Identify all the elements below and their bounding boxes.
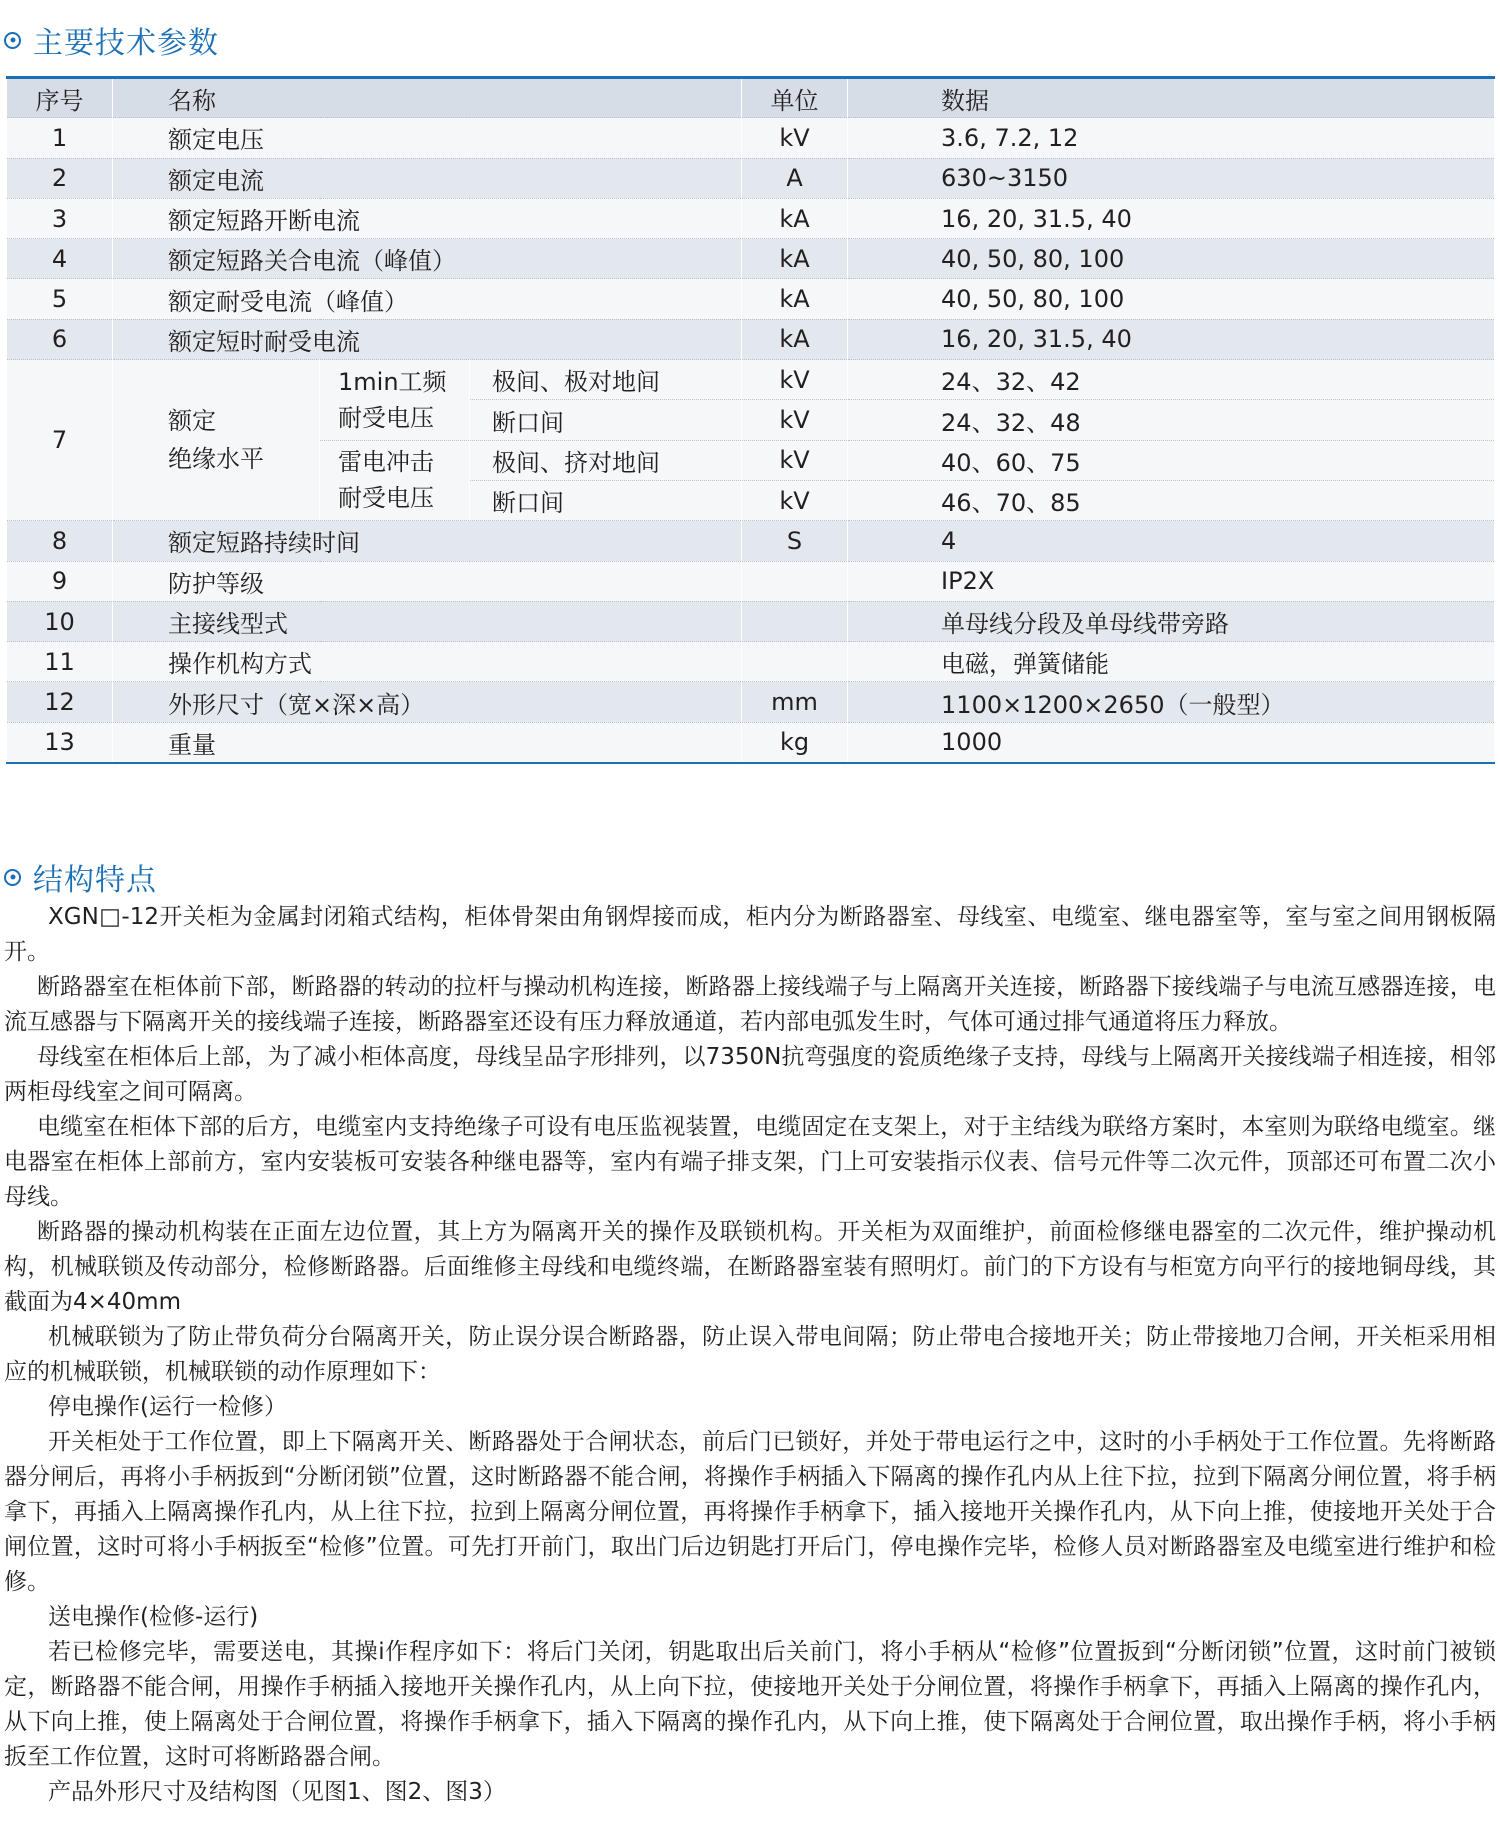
- table-row: [7, 118, 1495, 158]
- paragraph: 断路器的操动机构装在正面左边位置，其上方为隔离开关的操作及联锁机构。开关柜为双面维护，前面检修继电器室的二次元件，维护操动机构，机械联锁及传动部分，检修断路器。后面维修主母线和电缆终端，在断路器室装有照明灯。前门的下方设有与柜宽方向平行的接地铜母线，其截面为4×40mm: [4, 1219, 1496, 1315]
- cell-sub: 断口间: [470, 480, 742, 520]
- cell-no: 11: [7, 642, 113, 682]
- cell-no: 2: [7, 158, 113, 198]
- paragraph: 断路器室在柜体前下部，断路器的转动的拉杆与操动机构连接，断路器上接线端子与上隔离开关连接，断路器下接线端子与电流互感器连接，电流互感器与下隔离开关的接线端子连接，断路器室还设有压力释放通道，若内部电弧发生时，气体可通过排气通道将压力释放。: [4, 974, 1496, 1035]
- cell-unit: kV: [742, 400, 848, 440]
- cell-no: 3: [7, 198, 113, 238]
- section-title-text: 主要技术参数: [33, 26, 219, 61]
- table-row: [7, 279, 1495, 319]
- circle-bullet-icon: [4, 32, 21, 49]
- cell-no: 13: [7, 722, 113, 762]
- cell-unit: kA: [742, 198, 848, 238]
- cell-data: 1100×1200×2650（一般型）: [848, 682, 1495, 722]
- cell-sub: 断口间: [470, 400, 742, 440]
- cell-data: 1000: [848, 722, 1495, 762]
- structure-description: [4, 900, 1496, 1810]
- circle-bullet-icon: [4, 869, 21, 886]
- header-data: 数据: [848, 78, 1495, 118]
- insulation-name-line1: 额定: [168, 407, 216, 436]
- cell-unit: kA: [742, 279, 848, 319]
- cell-name: 额定电压: [113, 118, 742, 158]
- cell-no: 9: [7, 561, 113, 601]
- section-title-text: 结构特点: [33, 863, 157, 898]
- table-row: [7, 158, 1495, 198]
- cell-name: 外形尺寸（宽×深×高）: [113, 682, 742, 722]
- cell-no: 12: [7, 682, 113, 722]
- paragraph: 停电操作(运行一检修）: [48, 1394, 287, 1420]
- group-label-line1: 1min工频: [338, 367, 447, 396]
- table-header-row: [7, 78, 1495, 118]
- group-label-line2: 耐受电压: [338, 484, 434, 513]
- cell-no: 8: [7, 521, 113, 561]
- spec-table: [6, 76, 1495, 764]
- cell-name: 主接线型式: [113, 601, 742, 641]
- table-row: [7, 601, 1495, 641]
- cell-data: 电磁，弹簧储能: [848, 642, 1495, 682]
- cell-name: 重量: [113, 722, 742, 762]
- cell-unit: [742, 642, 848, 682]
- paragraph: 机械联锁为了防止带负荷分台隔离开关，防止误分误合断路器，防止误入带电间隔；防止带电合接地开关；防止带接地刀合闸，开关柜采用相应的机械联锁，机械联锁的动作原理如下：: [4, 1324, 1496, 1385]
- table-row: [7, 521, 1495, 561]
- paragraph: XGN□-12开关柜为金属封闭箱式结构，柜体骨架由角钢焊接而成，柜内分为断路器室、母线室、电缆室、继电器室等，室与室之间用钢板隔开。: [4, 904, 1496, 965]
- paragraph: 产品外形尺寸及结构图（见图1、图2、图3）: [48, 1779, 506, 1805]
- cell-data: 24、32、48: [848, 400, 1495, 440]
- cell-data: 630~3150: [848, 158, 1495, 198]
- cell-name: 额定短路开断电流: [113, 198, 742, 238]
- paragraph: 送电操作(检修-运行): [48, 1604, 259, 1630]
- cell-unit: kV: [742, 118, 848, 158]
- header-no: 序号: [7, 78, 113, 118]
- paragraph: 若已检修完毕，需要送电，其操i作程序如下：将后门关闭，钥匙取出后关前门，将小手柄从“检修”位置扳到“分断闭锁”位置，这时前门被锁定，断路器不能合闸，用操作手柄插入接地开关操作孔内，从上向下拉，使接地开关处于分闸位置，将操作手柄拿下，再插入上隔离的操作孔内，从下向上推，使上隔离处于合闸位置，将操作手柄拿下，插入下隔离的操作孔内，从下向上推，使下隔离处于合闸位置，取出操作手柄，将小手柄扳至工作位置，这时可将断路器合闸。: [4, 1639, 1496, 1770]
- table-row: [7, 561, 1495, 601]
- cell-name: 额定耐受电流（峰值）: [113, 279, 742, 319]
- cell-unit: A: [742, 158, 848, 198]
- cell-data: 40, 50, 80, 100: [848, 279, 1495, 319]
- table-row: [7, 642, 1495, 682]
- cell-name: 操作机构方式: [113, 642, 742, 682]
- cell-no: 10: [7, 601, 113, 641]
- cell-name: 额定短时耐受电流: [113, 319, 742, 359]
- cell-unit: kA: [742, 319, 848, 359]
- table-row: [7, 722, 1495, 762]
- table-row-insulation: [7, 360, 1495, 400]
- insulation-name-cell: [113, 360, 320, 521]
- cell-data: 40、60、75: [848, 440, 1495, 480]
- table-row: [7, 239, 1495, 279]
- cell-data: 40, 50, 80, 100: [848, 239, 1495, 279]
- cell-data: 24、32、42: [848, 360, 1495, 400]
- table-row: [7, 319, 1495, 359]
- cell-no: 1: [7, 118, 113, 158]
- cell-data: IP2X: [848, 561, 1495, 601]
- cell-data: 4: [848, 521, 1495, 561]
- section-title-structure: [4, 855, 157, 899]
- group-label-line1: 雷电冲击: [338, 448, 434, 477]
- cell-data: 3.6, 7.2, 12: [848, 118, 1495, 158]
- paragraph: 母线室在柜体后上部，为了减小柜体高度，母线呈品字形排列，以7350N抗弯强度的瓷质绝缘子支持，母线与上隔离开关接线端子相连接，相邻两柜母线室之间可隔离。: [4, 1044, 1496, 1105]
- cell-no: 4: [7, 239, 113, 279]
- cell-name: 防护等级: [113, 561, 742, 601]
- cell-no: 5: [7, 279, 113, 319]
- cell-data: 单母线分段及单母线带旁路: [848, 601, 1495, 641]
- cell-sub: 极间、极对地间: [470, 360, 742, 400]
- cell-no: 6: [7, 319, 113, 359]
- cell-unit: kV: [742, 360, 848, 400]
- paragraph: 开关柜处于工作位置，即上下隔离开关、断路器处于合闸状态，前后门已锁好，并处于带电运行之中，这时的小手柄处于工作位置。先将断路器分闸后，再将小手柄扳到“分断闭锁”位置，这时断路器不能合闸，将操作手柄插入下隔离的操作孔内从上往下拉，拉到下隔离分闸位置，将手柄拿下，再插入上隔离操作孔内，从上往下拉，拉到上隔离分闸位置，再将操作手柄拿下，插入接地开关操作孔内，从下向上推，使接地开关处于合闸位置，这时可将小手柄扳至“检修”位置。可先打开前门，取出门后边钥匙打开后门，停电操作完毕，检修人员对断路器室及电缆室进行维护和检修。: [4, 1429, 1496, 1595]
- header-unit: 单位: [742, 78, 848, 118]
- table-row: [7, 198, 1495, 238]
- cell-name: 额定电流: [113, 158, 742, 198]
- group-label-line2: 耐受电压: [338, 403, 434, 432]
- cell-unit: kA: [742, 239, 848, 279]
- cell-name: 额定短路持续时间: [113, 521, 742, 561]
- insulation-group-label: [320, 440, 470, 521]
- cell-sub: 极间、挤对地间: [470, 440, 742, 480]
- cell-unit: mm: [742, 682, 848, 722]
- insulation-group-label: [320, 360, 470, 441]
- cell-unit: [742, 561, 848, 601]
- insulation-name-line2: 绝缘水平: [168, 445, 264, 474]
- cell-unit: kV: [742, 440, 848, 480]
- cell-name: 额定短路关合电流（峰值）: [113, 239, 742, 279]
- table-row: [7, 682, 1495, 722]
- section-title-main-params: [4, 18, 219, 62]
- cell-data: 46、70、85: [848, 480, 1495, 520]
- cell-unit: [742, 601, 848, 641]
- cell-data: 16, 20, 31.5, 40: [848, 198, 1495, 238]
- paragraph: 电缆室在柜体下部的后方，电缆室内支持绝缘子可设有电压监视装置，电缆固定在支架上，对于主结线为联络方案时，本室则为联络电缆室。继电器室在柜体上部前方，室内安装板可安装各种继电器等，室内有端子排支架，门上可安装指示仪表、信号元件等二次元件，顶部还可布置二次小母线。: [4, 1114, 1496, 1210]
- cell-unit: S: [742, 521, 848, 561]
- cell-unit: kV: [742, 480, 848, 520]
- cell-unit: kg: [742, 722, 848, 762]
- cell-data: 16, 20, 31.5, 40: [848, 319, 1495, 359]
- header-name: 名称: [113, 78, 742, 118]
- cell-no: 7: [7, 360, 113, 521]
